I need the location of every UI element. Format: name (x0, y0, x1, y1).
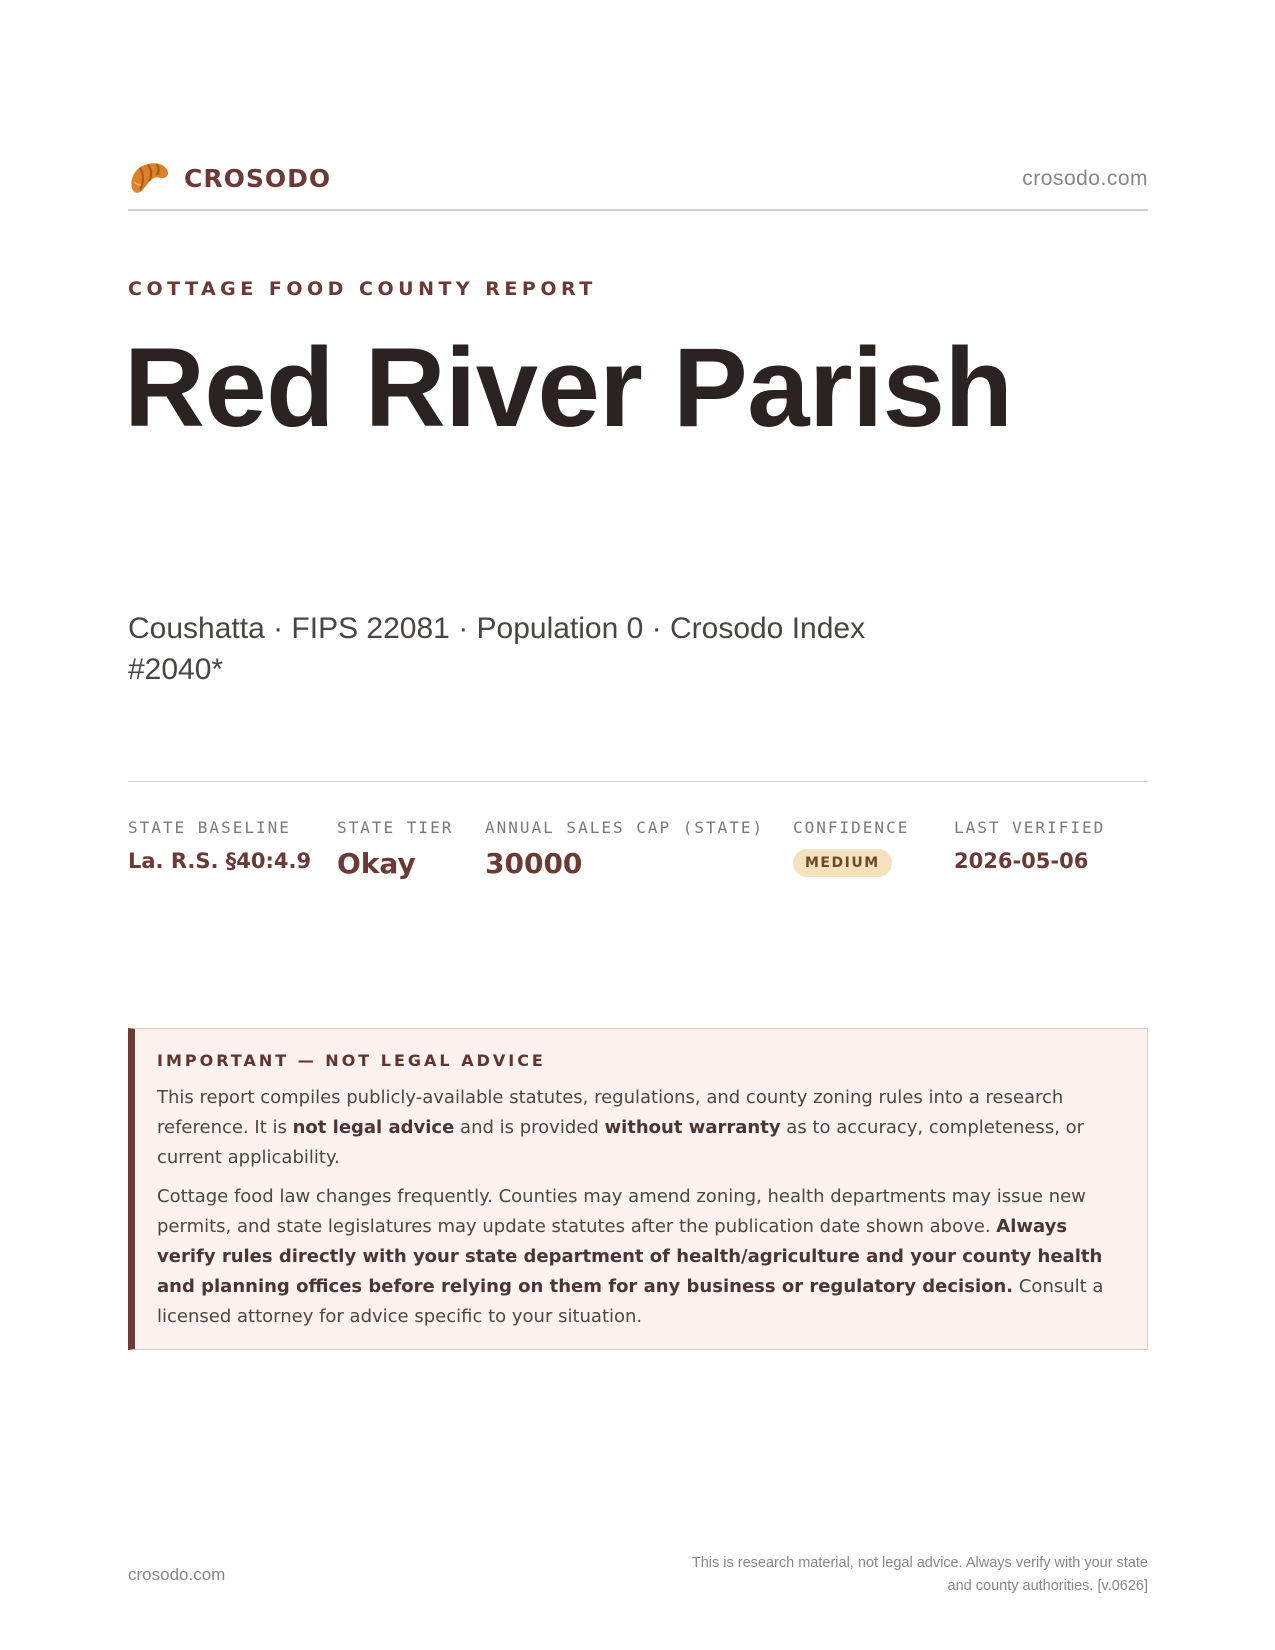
stat-annual-sales-cap (485, 818, 764, 880)
notice-emphasis: Always verify rules directly with your state department of health/agriculture and your county health and planning offices before relying on them for any business or regulatory decision. (157, 1216, 1103, 1297)
notice-emphasis: without warranty (604, 1117, 781, 1138)
footer-disclaimer-line: and county authorities. [v.0626] (947, 1578, 1148, 1594)
page-title: Red River Parish (124, 325, 1013, 450)
stat-label: CONFIDENCE (793, 818, 910, 837)
footer-url[interactable]: crosodo.com (128, 1565, 226, 1584)
stat-value: 30000 (485, 847, 583, 880)
brand-name: CROSODO (184, 164, 332, 193)
report-subtitle: Coushatta · FIPS 22081 · Population 0 · Crosodo Index #2040* (128, 612, 866, 686)
report-eyebrow: COTTAGE FOOD COUNTY REPORT (128, 278, 597, 300)
notice-heading: IMPORTANT — NOT LEGAL ADVICE (157, 1051, 546, 1070)
notice-text: Consult a licensed attorney for advice specific to your situation. (157, 1276, 1104, 1327)
notice-emphasis: not legal advice (292, 1117, 455, 1138)
confidence-badge: MEDIUM (793, 849, 892, 877)
stat-last-verified (954, 818, 1105, 873)
report-page (124, 0, 1148, 1650)
notice-text: This report compiles publicly-available statutes, regulations, and county zoning rules into a research reference. It is (157, 1087, 1064, 1138)
header-divider (128, 209, 1148, 211)
notice-text: as to accuracy, completeness, or current applicability. (157, 1117, 1085, 1168)
stat-confidence (793, 818, 909, 877)
stat-value: Okay (337, 847, 416, 880)
stat-label: STATE BASELINE (128, 818, 291, 837)
footer-disclaimer-line: This is research material, not legal advice. Always verify with your state (691, 1555, 1148, 1571)
notice-text: Cottage food law changes frequently. Counties may amend zoning, health departments may issue new permits, and state legislatures may update statutes after the publication date shown above. (157, 1186, 1086, 1237)
stat-value: 2026-05-06 (954, 849, 1089, 873)
notice-paragraph (157, 1083, 1127, 1173)
notice-paragraph (157, 1182, 1127, 1332)
stat-state-baseline (128, 818, 311, 873)
stat-label: LAST VERIFIED (954, 818, 1106, 837)
stat-value: La. R.S. §40:4.9 (128, 849, 312, 873)
notice-text: and is provided (454, 1117, 605, 1138)
stats-divider (128, 781, 1148, 782)
legal-notice (128, 1028, 1148, 1350)
croissant-icon (128, 158, 172, 198)
stat-state-tier (337, 818, 453, 880)
site-url[interactable]: crosodo.com (1022, 167, 1148, 190)
header (128, 158, 1148, 202)
footer-disclaimer (628, 1552, 1148, 1598)
stat-label: ANNUAL SALES CAP (STATE) (485, 818, 765, 837)
stat-label: STATE TIER (337, 818, 454, 837)
